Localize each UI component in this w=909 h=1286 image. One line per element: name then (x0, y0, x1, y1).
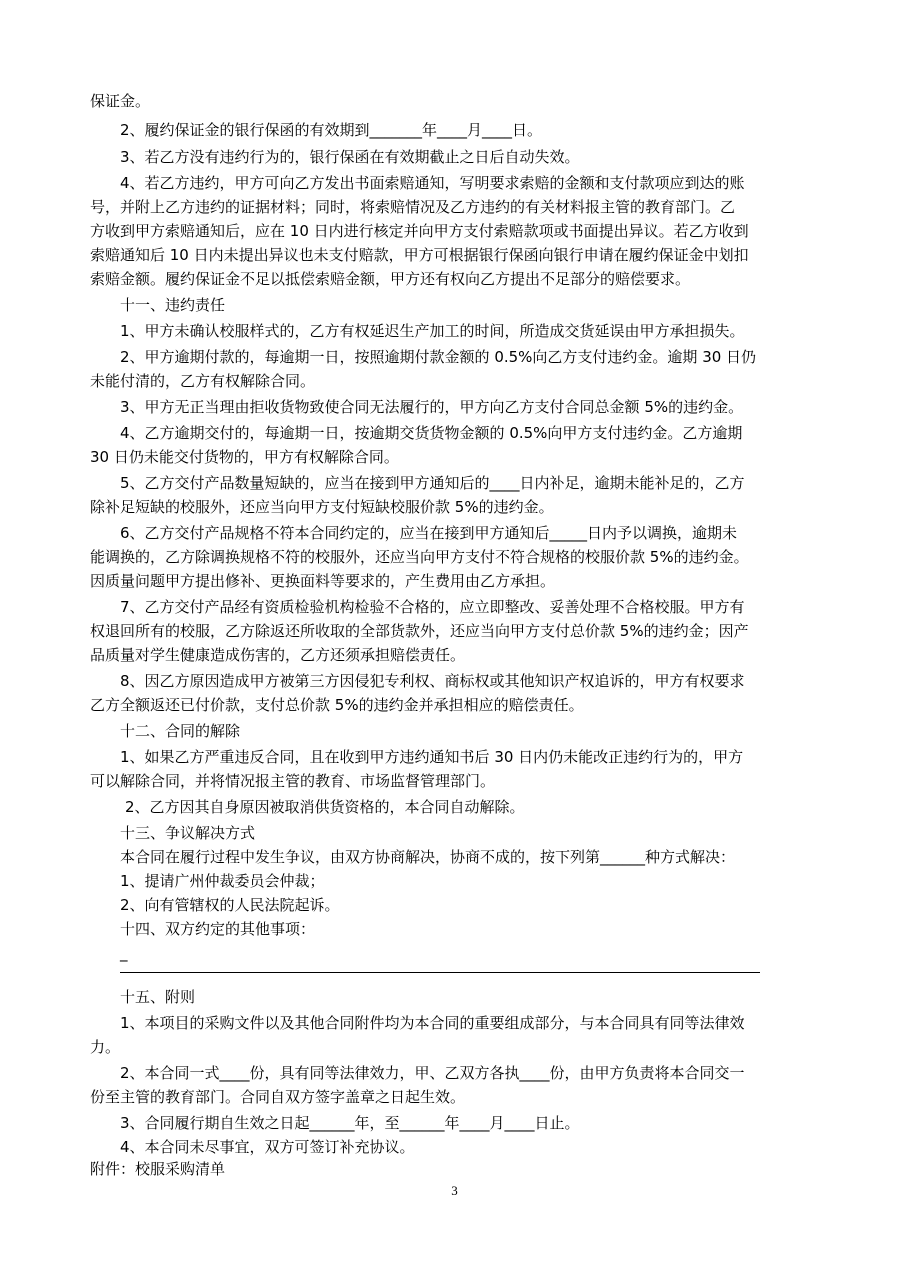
blank-fill-line (120, 972, 760, 973)
paragraph-line: 除补足短缺的校服外，还应当向甲方支付短缺校服价款 5%的违约金。 (90, 498, 554, 516)
paragraph-line: 6、乙方交付产品规格不符本合同约定的，应当在接到甲方通知后_____日内予以调换，逾期未 (120, 524, 738, 542)
paragraph-line: 1、本项目的采购文件以及其他合同附件均为本合同的重要组成部分，与本合同具有同等法律效 (120, 1014, 745, 1032)
paragraph-line: 2、本合同一式____份，具有同等法律效力，甲、乙双方各执____份，由甲方负责将本合同交一 (120, 1064, 745, 1082)
paragraph-line: 3、合同履行期自生效之日起______年，至______年____月____日止。 (120, 1114, 580, 1132)
paragraph-line: 2、乙方因其自身原因被取消供货资格的，本合同自动解除。 (125, 798, 525, 816)
paragraph-line: 3、若乙方没有违约行为的，银行保函在有效期截止之日后自动失效。 (120, 148, 580, 166)
paragraph-line: 4、若乙方违约，甲方可向乙方发出书面索赔通知，写明要求索赔的金额和支付款项应到达的账 (120, 174, 745, 192)
paragraph-line: 8、因乙方原因造成甲方被第三方因侵犯专利权、商标权或其他知识产权追诉的，甲方有权要求 (120, 672, 745, 690)
paragraph-line: 本合同在履行过程中发生争议，由双方协商解决，协商不成的，按下列第______种方式解决： (120, 848, 736, 866)
paragraph-line: 权退回所有的校服，乙方除返还所收取的全部货款外，还应当向甲方支付总价款 5%的违约金；因产 (90, 622, 749, 640)
blank-underline-marker: _ (120, 944, 128, 962)
paragraph-line: 份至主管的教育部门。合同自双方签字盖章之日起生效。 (90, 1088, 466, 1106)
paragraph-line: 5、乙方交付产品数量短缺的，应当在接到甲方通知后的____日内补足，逾期未能补足的，乙方 (120, 474, 745, 492)
paragraph-line: 2、甲方逾期付款的，每逾期一日，按照逾期付款金额的 0.5%向乙方支付违约金。逾期 30 日仍 (120, 348, 757, 366)
paragraph-line: 索赔金额。履约保证金不足以抵偿索赔金额，甲方还有权向乙方提出不足部分的赔偿要求。 (90, 270, 691, 288)
section-heading: 十一、违约责任 (120, 296, 226, 314)
paragraph-line: 品质量对学生健康造成伤害的，乙方还须承担赔偿责任。 (90, 646, 466, 664)
attachment-line: 附件：校服采购清单 (90, 1160, 226, 1178)
section-heading: 十二、合同的解除 (120, 722, 241, 740)
paragraph-line: 30 日仍未能交付货物的，甲方有权解除合同。 (90, 448, 399, 466)
paragraph-line: 能调换的，乙方除调换规格不符的校服外，还应当向甲方支付不符合规格的校服价款 5%的违约金。 (90, 548, 749, 566)
page-number: 3 (451, 1183, 458, 1198)
section-heading: 十五、附则 (120, 988, 196, 1006)
paragraph-line: 力。 (90, 1038, 121, 1056)
paragraph-line: 1、提请广州仲裁委员会仲裁； (120, 872, 325, 890)
paragraph-line: 号，并附上乙方违约的证据材料；同时，将索赔情况及乙方违约的有关材料报主管的教育部门。乙 (90, 198, 736, 216)
section-heading: 十三、争议解决方式 (120, 824, 256, 842)
section-heading: 十四、双方约定的其他事项： (120, 920, 316, 938)
paragraph-line: 1、甲方未确认校服样式的，乙方有权延迟生产加工的时间，所造成交货延误由甲方承担损失。 (120, 322, 745, 340)
paragraph-line: 索赔通知后 10 日内未提出异议也未支付赔款，甲方可根据银行保函向银行申请在履约保证金中划扣 (90, 246, 749, 264)
paragraph-line: 1、如果乙方严重违反合同，且在收到甲方违约通知书后 30 日内仍未能改正违约行为的，甲方 (120, 748, 744, 766)
paragraph-line: 保证金。 (90, 92, 151, 110)
paragraph-line: 因质量问题甲方提出修补、更换面料等要求的，产生费用由乙方承担。 (90, 572, 556, 590)
paragraph-line: 方收到甲方索赔通知后，应在 10 日内进行核定并向甲方支付索赔款项或书面提出异议。若乙方收到 (90, 222, 749, 240)
paragraph-line: 可以解除合同，并将情况报主管的教育、市场监督管理部门。 (90, 772, 496, 790)
paragraph-line: 未能付清的，乙方有权解除合同。 (90, 372, 316, 390)
paragraph-line: 2、向有管辖权的人民法院起诉。 (120, 896, 340, 914)
paragraph-line: 乙方全额返还已付价款，支付总价款 5%的违约金并承担相应的赔偿责任。 (90, 696, 584, 714)
paragraph-line: 7、乙方交付产品经有资质检验机构检验不合格的，应立即整改、妥善处理不合格校服。甲方有 (120, 598, 745, 616)
paragraph-line: 3、甲方无正当理由拒收货物致使合同无法履行的，甲方向乙方支付合同总金额 5%的违约金。 (120, 398, 744, 416)
paragraph-line: 4、乙方逾期交付的，每逾期一日，按逾期交货货物金额的 0.5%向甲方支付违约金。乙方逾期 (120, 424, 743, 442)
paragraph-line: 4、本合同未尽事宜，双方可签订补充协议。 (120, 1138, 415, 1156)
paragraph-line: 2、履约保证金的银行保函的有效期到_______年____月____日。 (120, 121, 543, 139)
